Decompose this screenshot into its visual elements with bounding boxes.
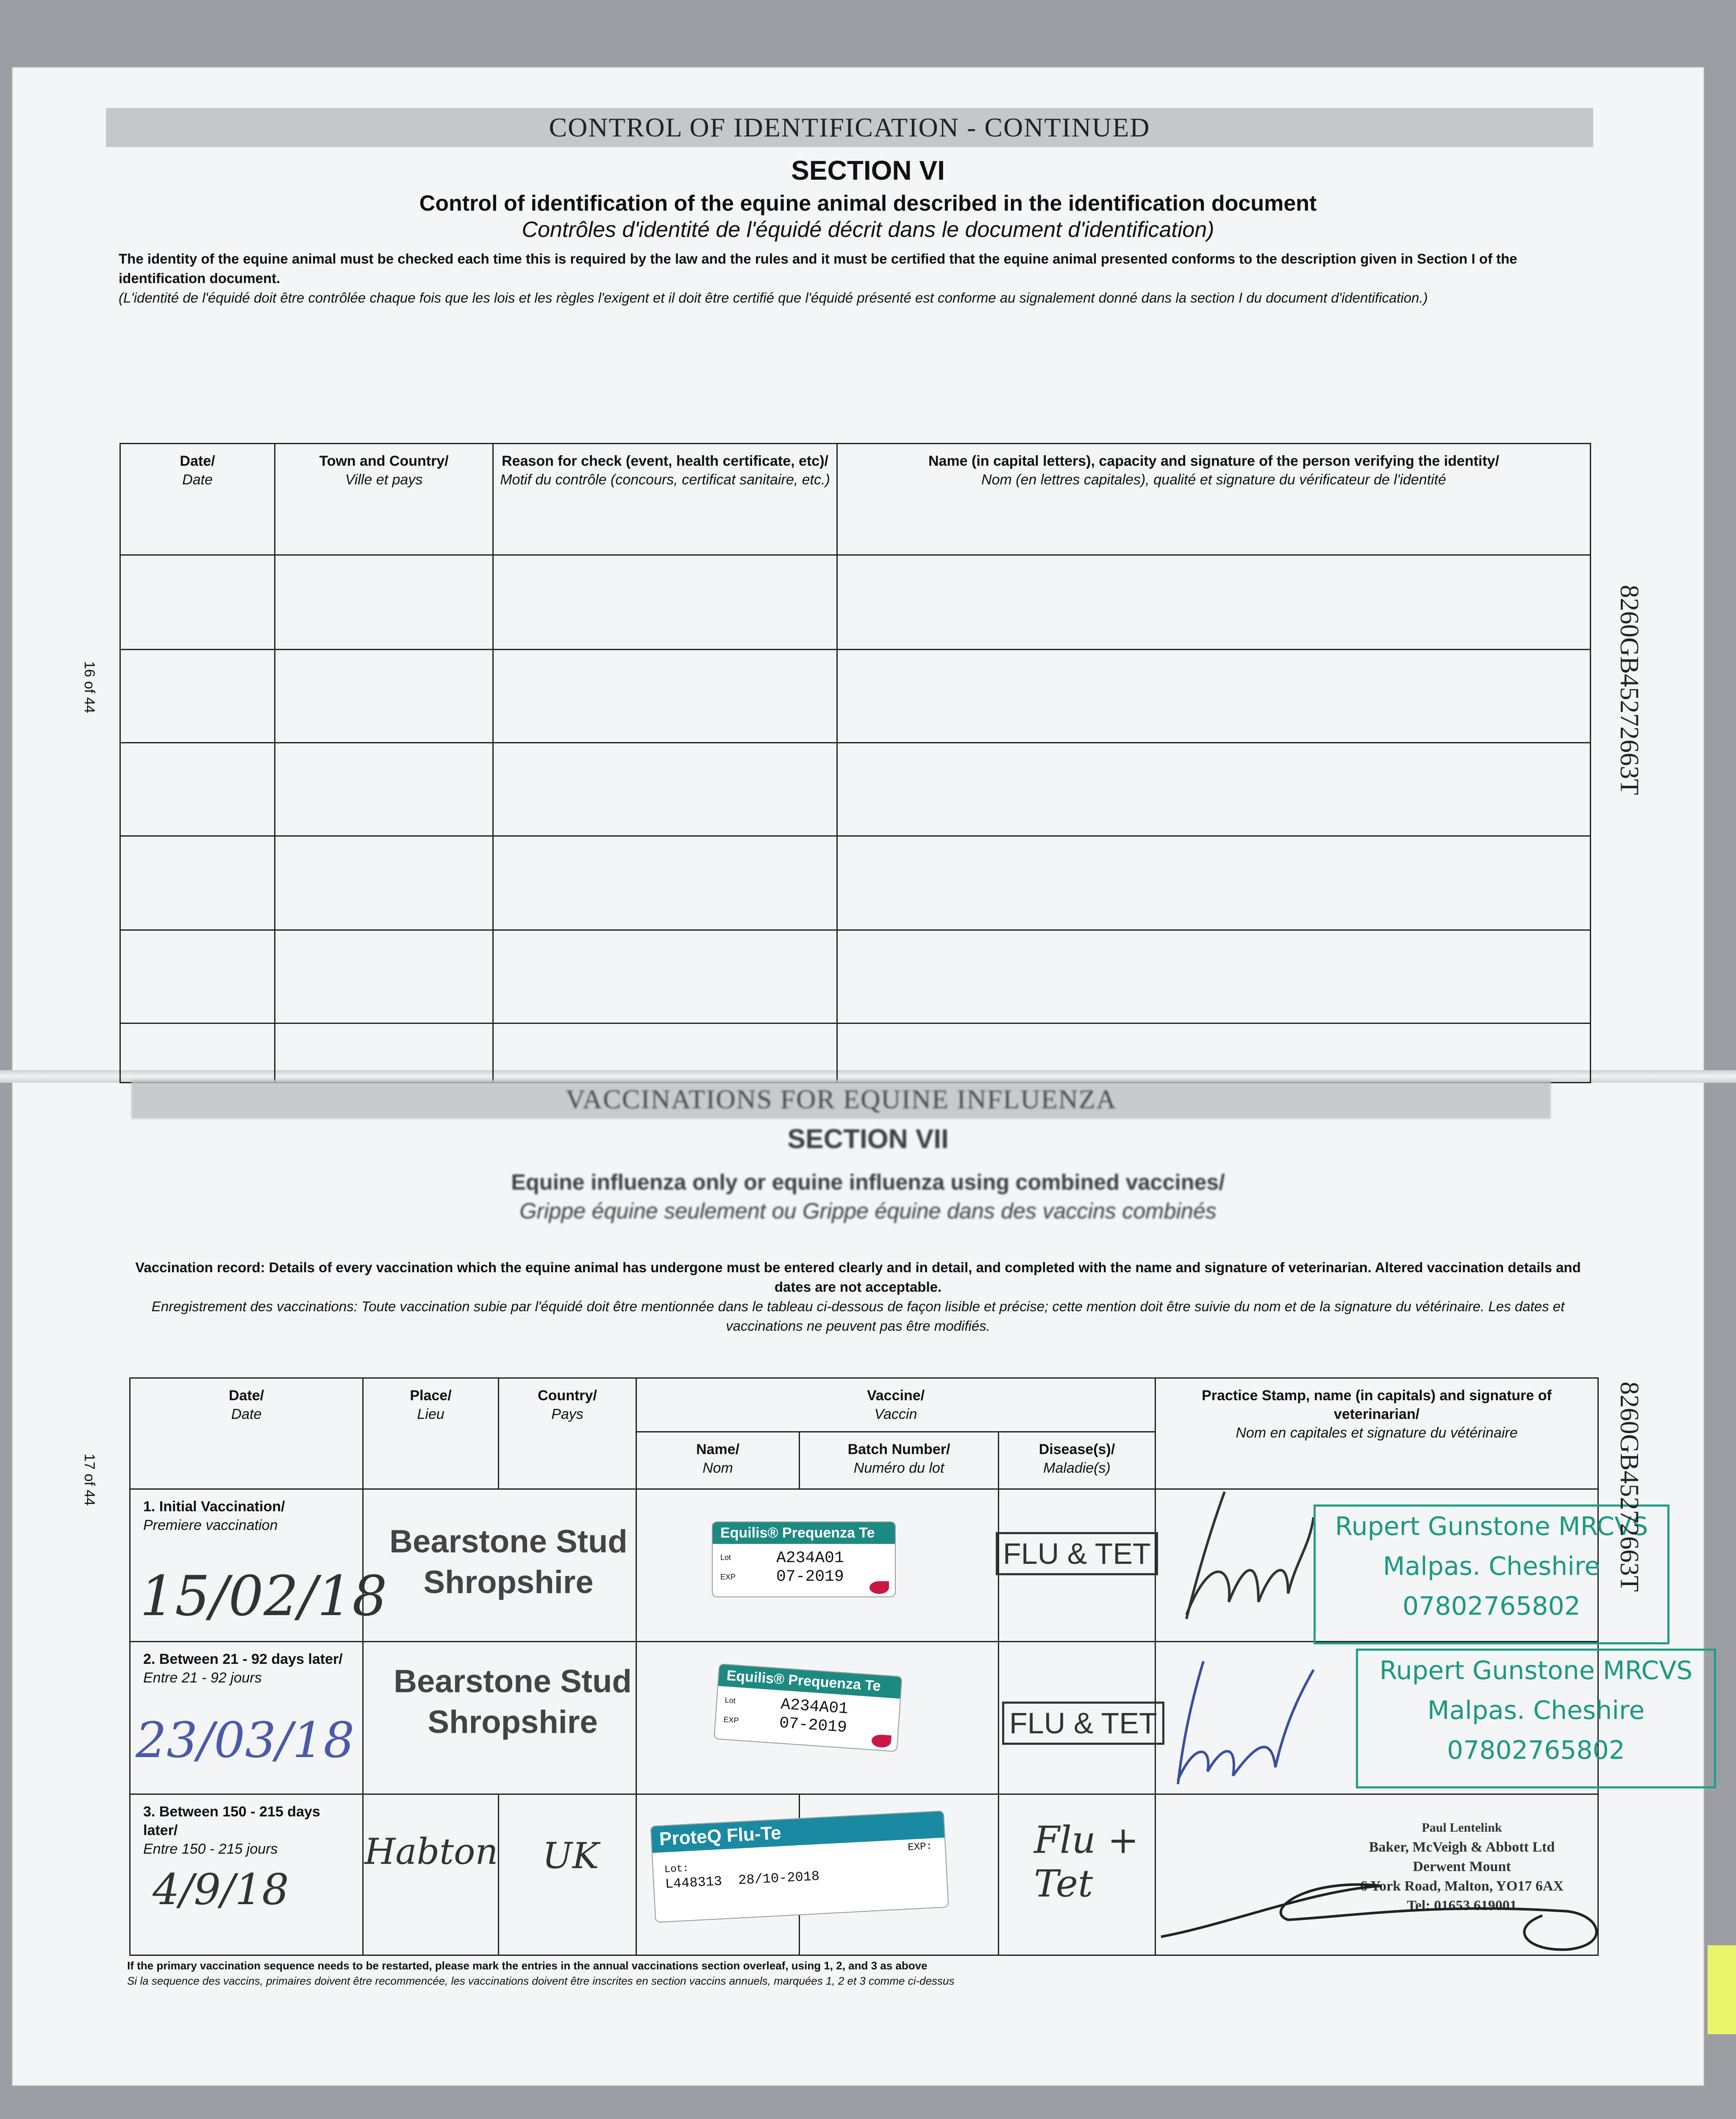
- row2-vaccine-name: Equilis® Prequenza Te: [718, 1664, 902, 1699]
- row3-date-handwritten: 4/9/18: [153, 1865, 289, 1914]
- table-row: 3. Between 150 - 215 days later/ Entre 150 - 215 jours: [130, 1794, 1598, 1955]
- footer-note-fr: Si la sequence des vaccins, primaires doivent être recommencée, les vaccinations doivent être inscrites en section vaccins annuels, marquées 1, 2 et 3 comme ci-dessus: [127, 1974, 955, 1987]
- page-banner-top: CONTROL OF IDENTIFICATION - CONTINUED: [106, 108, 1593, 147]
- row3-exp-label: EXP:: [907, 1841, 933, 1854]
- intro-text-fr: (L'identité de l'équidé doit être contrôlée chaque fois que les lois et les règles l'exigent et il doit être certifié que l'équidé présenté est conforme au signalement donné dans la section I du document d'identification.): [119, 290, 1428, 306]
- page-number-16: 16 of 44: [81, 661, 97, 713]
- row1-date-handwritten: 15/02/18: [140, 1564, 387, 1628]
- row1-expiry: 07-2019: [776, 1568, 844, 1586]
- subtitle-vii-en: Equine influenza only or equine influenza using combined vaccines/: [511, 1170, 1225, 1195]
- table-row: [120, 555, 1591, 650]
- table-row: 1. Initial Vaccination/ Premiere vaccination: [130, 1489, 1598, 1642]
- subtitle-en: Control of identification of the equine animal described in the identification document: [419, 191, 1317, 216]
- subtitle-fr: Contrôles d'identité de l'équidé décrit dans le document d'identification): [522, 217, 1214, 242]
- header-vaccine: Vaccine/ Vaccin: [636, 1378, 1155, 1432]
- row2-vet-stamp: Rupert Gunstone MRCVS Malpas. Cheshire 07802765802: [1356, 1649, 1716, 1788]
- vaccination-record-fr: Enregistrement des vaccinations: Toute vaccination subie par l'équidé doit être mentionnée dans le tableau ci-dessous de façon lisible et précise; cette mention doit être suivie du nom et de la signature du vétérinaire. Les dates et vaccinations ne peuvent pas être modifiés.: [151, 1299, 1565, 1334]
- row3-practice-stamp: Paul Lentelink Baker, McVeigh & Abbott Ltd Derwent Mount 6 York Road, Malton, YO17 6AX Tel: 01653 619001: [1360, 1821, 1564, 1913]
- row1-batch: A234A01: [776, 1549, 844, 1567]
- table-row: [120, 1023, 1591, 1083]
- intro-text-en: The identity of the equine animal must be checked each time this is required by the law and the rules and it must be certified that the equine animal presented conforms to the description given in Section I of the identification document.: [119, 251, 1517, 286]
- row3-lot-label: Lot:: [664, 1863, 689, 1876]
- row2-vaccine-label: Equilis® Prequenza Te Lot EXP A234A01 07-2019: [714, 1663, 902, 1752]
- identity-check-table: [119, 443, 1591, 1083]
- drop-icon: [869, 1581, 889, 1594]
- row2-vet-signature: [1144, 1644, 1322, 1805]
- row2-date-handwritten: 23/03/18: [136, 1712, 355, 1769]
- header-disease: Disease(s)/ Maladie(s): [999, 1432, 1155, 1489]
- row1-place-stamp: Bearstone Stud Shropshire: [389, 1524, 628, 1600]
- header-country: Country/ Pays: [499, 1378, 636, 1489]
- document-id-bottom: 8260GB45272663T: [1615, 1382, 1644, 1592]
- table-row: [120, 650, 1591, 743]
- row3-disease-handwritten: Flu + Tet: [1034, 1818, 1139, 1905]
- row3-country-handwritten: UK: [542, 1835, 599, 1877]
- section-title-vii: SECTION VII: [787, 1123, 949, 1154]
- table-row: 2. Between 21 - 92 days later/ Entre 21 - 92 jours: [130, 1642, 1598, 1794]
- row3-expiry: 28/10-2018: [738, 1868, 820, 1888]
- page-banner-bottom: VACCINATIONS FOR EQUINE INFLUENZA: [131, 1080, 1551, 1119]
- section-title-vi: SECTION VI: [791, 155, 945, 186]
- table-row: [120, 930, 1591, 1023]
- row2-batch: A234A01: [780, 1695, 849, 1719]
- row3-place-handwritten: Habton: [364, 1831, 498, 1872]
- header-reason: Reason for check (event, health certificate, etc)/ Motif du contrôle (concours, certificat sanitaire, etc.): [493, 444, 837, 555]
- document-id-top: 8260GB45272663T: [1615, 585, 1644, 795]
- subtitle-vii-fr: Grippe équine seulement ou Grippe équine dans des vaccins combinés: [519, 1199, 1217, 1224]
- row2-place-stamp: Bearstone Stud Shropshire: [394, 1663, 632, 1740]
- footer-note-en: If the primary vaccination sequence needs to be restarted, please mark the entries in the annual vaccinations section overleaf, using 1, 2, and 3 as above: [127, 1959, 928, 1972]
- header-verifier: Name (in capital letters), capacity and signature of the person verifying the identity/ Nom (en lettres capitales), qualité et signature du vérificateur de l'identité: [837, 444, 1591, 555]
- row3-lot: L448313: [664, 1873, 722, 1892]
- header-date: Date/ Date: [130, 1378, 363, 1489]
- row3-vaccine-name: ProteQ Flu-Te: [651, 1811, 944, 1853]
- row3-vet-signature: [1144, 1852, 1619, 1962]
- row2-expiry: 07-2019: [778, 1714, 848, 1737]
- header-practice: Practice Stamp, name (in capitals) and signature of veterinarian/ Nom en capitales et signature du vétérinaire: [1155, 1378, 1598, 1489]
- drop-icon: [871, 1734, 892, 1748]
- header-town-country: Town and Country/ Ville et pays: [275, 444, 493, 555]
- header-vaccine-name: Name/ Nom: [636, 1432, 800, 1489]
- row1-disease-stamp: FLU & TET: [996, 1532, 1158, 1575]
- row1-vet-stamp: Rupert Gunstone MRCVS Malpas. Cheshire 07802765802: [1314, 1504, 1669, 1644]
- header-batch: Batch Number/ Numéro du lot: [800, 1432, 999, 1489]
- table-header-row: [120, 444, 1591, 555]
- row1-vaccine-name: Equilis® Prequenza Te: [713, 1522, 895, 1544]
- row2-disease-stamp: FLU & TET: [1002, 1702, 1164, 1745]
- table-row: [120, 743, 1591, 836]
- row1-vaccine-label: Equilis® Prequenza Te Lot EXP A234A01 07-2019: [712, 1521, 896, 1597]
- row1-vet-signature: [1161, 1475, 1322, 1636]
- page-number-17: 17 of 44: [81, 1454, 97, 1506]
- header-date: Date/ Date: [120, 444, 275, 555]
- yellow-bookmark-tab: [1708, 1945, 1736, 2034]
- vaccination-record-en: Vaccination record: Details of every vaccination which the equine animal has undergone must be entered clearly and in detail, and completed with the name and signature of veterinarian. Altered vaccination details and dates are not acceptable.: [135, 1260, 1581, 1295]
- table-row: [120, 836, 1591, 930]
- header-place: Place/ Lieu: [363, 1378, 499, 1489]
- row3-vaccine-label: [650, 1810, 949, 1923]
